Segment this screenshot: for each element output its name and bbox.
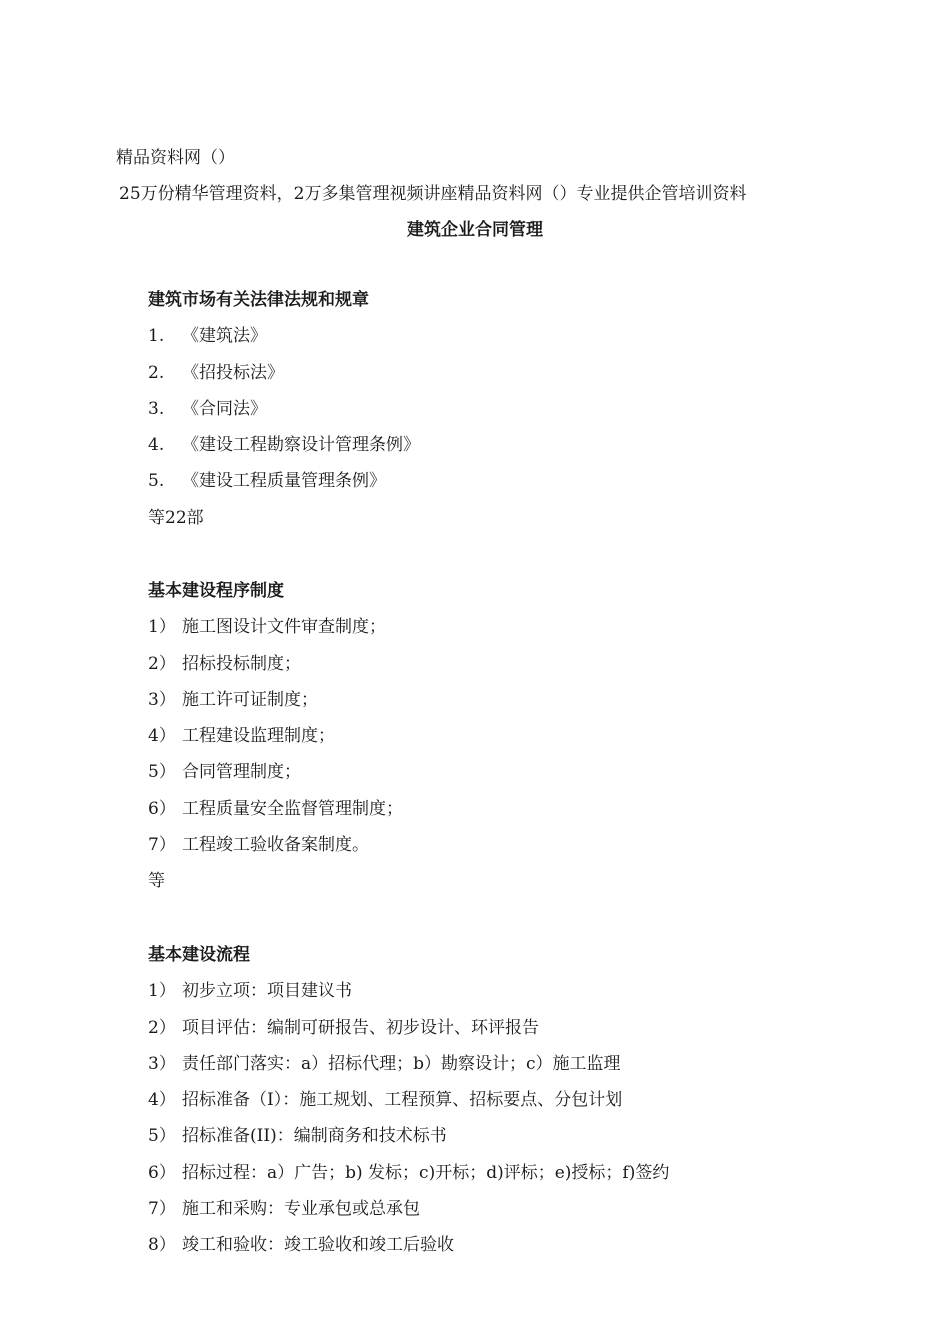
item-number: 2）	[148, 653, 176, 674]
list-item	[148, 797, 868, 833]
item-text: 《建设工程勘察设计管理条例》	[182, 435, 420, 456]
list-item	[148, 979, 868, 1015]
list-item	[148, 760, 868, 796]
item-text: 工程质量安全监督管理制度；	[182, 798, 403, 819]
item-number: 3.	[148, 398, 165, 419]
item-text: 项目评估：编制可研报告、初步设计、环评报告	[182, 1017, 539, 1038]
item-text: 合同管理制度；	[182, 762, 301, 783]
item-text: 施工和采购：专业承包或总承包	[182, 1199, 420, 1220]
list-item	[148, 433, 868, 469]
section-heading: 基本建设程序制度	[148, 581, 284, 601]
item-number: 4）	[148, 726, 176, 747]
item-number: 1）	[148, 617, 176, 638]
list-item	[148, 469, 868, 505]
item-number: 2）	[148, 1017, 176, 1038]
item-number: 3）	[148, 689, 176, 710]
header-site-name: 精品资料网（）	[116, 148, 235, 168]
item-text: 招标准备(II)：编制商务和技术标书	[182, 1126, 447, 1147]
list-item	[148, 1161, 868, 1197]
section-heading: 基本建设流程	[148, 945, 250, 965]
item-text: 招标准备（I）：施工规划、工程预算、招标要点、分包计划	[182, 1090, 623, 1111]
list-item	[148, 688, 868, 724]
item-number: 1.	[148, 326, 165, 347]
list-item	[148, 361, 868, 397]
section-heading: 建筑市场有关法律法规和规章	[148, 290, 369, 310]
item-number: 6）	[148, 798, 176, 819]
section-trailing-note: 等	[148, 871, 165, 892]
section-laws	[148, 288, 868, 542]
item-number: 5）	[148, 1126, 176, 1147]
item-number: 2.	[148, 362, 165, 383]
item-text: 竣工和验收：竣工验收和竣工后验收	[182, 1235, 454, 1256]
section-workflow	[148, 943, 868, 1270]
item-text: 《合同法》	[182, 398, 267, 419]
item-text: 责任部门落实：a）招标代理；b）勘察设计；c）施工监理	[182, 1053, 621, 1074]
header-tagline: 25万份精华管理资料，2万多集管理视频讲座精品资料网（）专业提供企管培训资料	[119, 184, 747, 204]
item-number: 3）	[148, 1053, 176, 1074]
list-item	[148, 1233, 868, 1269]
list-item	[148, 324, 868, 360]
item-number: 6）	[148, 1162, 176, 1183]
item-number: 5.	[148, 471, 165, 492]
list-item	[148, 397, 868, 433]
item-text: 初步立项：项目建议书	[182, 981, 352, 1002]
item-text: 工程竣工验收备案制度。	[182, 835, 369, 856]
item-number: 7）	[148, 1199, 176, 1220]
item-number: 4.	[148, 435, 165, 456]
list-item	[148, 1088, 868, 1124]
list-item	[148, 833, 868, 869]
item-text: 施工图设计文件审查制度；	[182, 617, 386, 638]
item-number: 8）	[148, 1235, 176, 1256]
item-text: 施工许可证制度；	[182, 689, 318, 710]
list-item	[148, 652, 868, 688]
list-item	[148, 1197, 868, 1233]
item-number: 5）	[148, 762, 176, 783]
list-item	[148, 1052, 868, 1088]
list-item	[148, 724, 868, 760]
item-number: 7）	[148, 835, 176, 856]
item-number: 1）	[148, 981, 176, 1002]
item-text: 《招投标法》	[182, 362, 284, 383]
list-item	[148, 1124, 868, 1160]
list-item	[148, 615, 868, 651]
document-title: 建筑企业合同管理	[407, 220, 543, 240]
item-text: 工程建设监理制度；	[182, 726, 335, 747]
section-procedures	[148, 579, 868, 906]
list-item	[148, 1016, 868, 1052]
item-text: 《建设工程质量管理条例》	[182, 471, 386, 492]
item-text: 招标投标制度；	[182, 653, 301, 674]
item-number: 4）	[148, 1090, 176, 1111]
section-trailing-note: 等22部	[148, 507, 204, 528]
item-text: 《建筑法》	[182, 326, 267, 347]
item-text: 招标过程：a）广告；b) 发标；c)开标；d)评标；e)授标；f)签约	[182, 1162, 670, 1183]
